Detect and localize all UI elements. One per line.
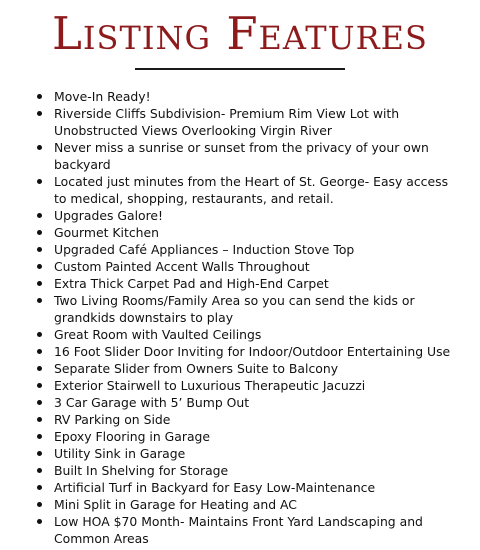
list-item: Upgrades Galore!: [34, 207, 454, 224]
list-item: Located just minutes from the Heart of St. George- Easy access to medical, shopping, restaurants, and retail.: [34, 173, 454, 207]
list-item: Utility Sink in Garage: [34, 445, 454, 462]
list-item: Epoxy Flooring in Garage: [34, 428, 454, 445]
list-item: Great Room with Vaulted Ceilings: [34, 326, 454, 343]
list-item: Never miss a sunrise or sunset from the privacy of your own backyard: [34, 139, 454, 173]
page-title: Listing Features: [52, 7, 428, 60]
list-item: Move-In Ready!: [34, 88, 454, 105]
list-item: Separate Slider from Owners Suite to Balcony: [34, 360, 454, 377]
list-item: Low HOA $70 Month- Maintains Front Yard Landscaping and Common Areas: [34, 513, 454, 547]
list-item: Custom Painted Accent Walls Throughout: [34, 258, 454, 275]
feature-list: [34, 88, 454, 547]
list-item: Gourmet Kitchen: [34, 224, 454, 241]
list-item: Extra Thick Carpet Pad and High-End Carpet: [34, 275, 454, 292]
list-item: Two Living Rooms/Family Area so you can send the kids or grandkids downstairs to play: [34, 292, 454, 326]
list-item: Exterior Stairwell to Luxurious Therapeutic Jacuzzi: [34, 377, 454, 394]
list-item: Built In Shelving for Storage: [34, 462, 454, 479]
list-item: 3 Car Garage with 5’ Bump Out: [34, 394, 454, 411]
list-item: Mini Split in Garage for Heating and AC: [34, 496, 454, 513]
list-item: Artificial Turf in Backyard for Easy Low-Maintenance: [34, 479, 454, 496]
list-item: Riverside Cliffs Subdivision- Premium Rim View Lot with Unobstructed Views Overlooking Virgin River: [34, 105, 454, 139]
list-item: RV Parking on Side: [34, 411, 454, 428]
title-underline: [135, 68, 345, 70]
list-item: 16 Foot Slider Door Inviting for Indoor/Outdoor Entertaining Use: [34, 343, 454, 360]
list-item: Upgraded Café Appliances – Induction Stove Top: [34, 241, 454, 258]
